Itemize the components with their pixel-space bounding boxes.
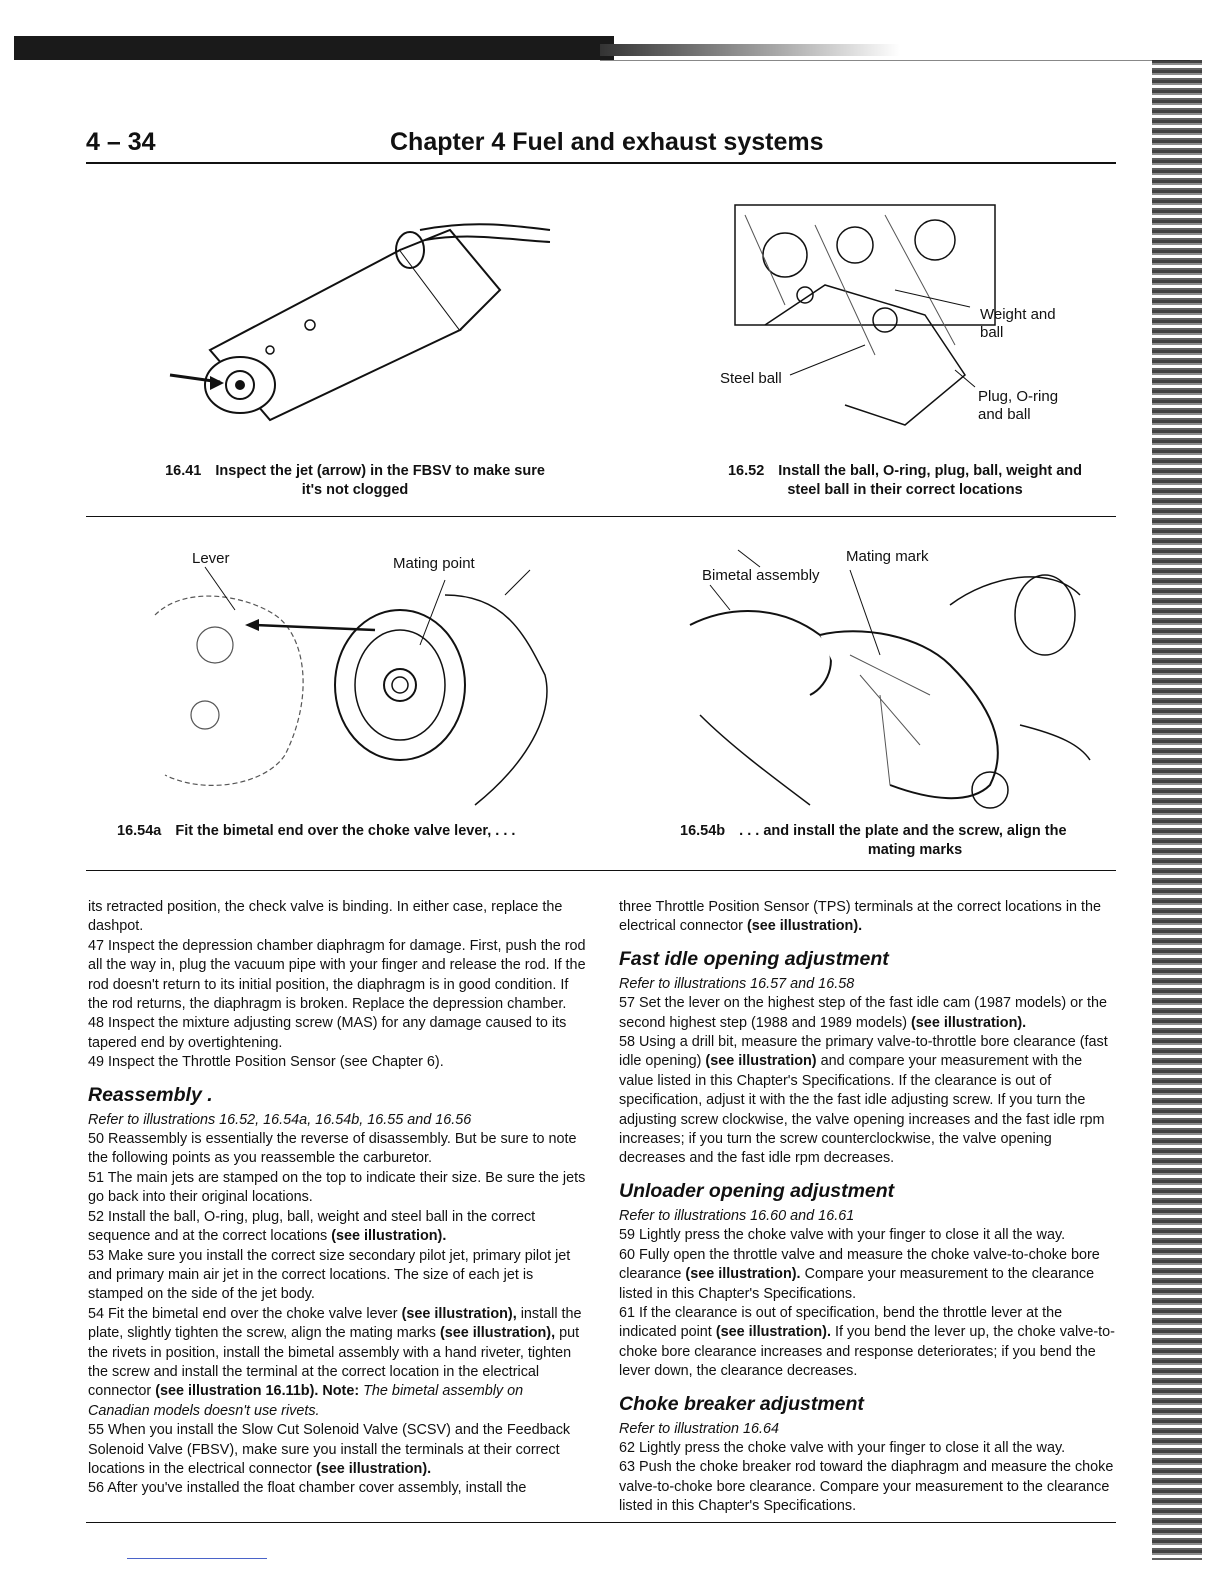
paragraph-47: 47 Inspect the depression chamber diaphragm for damage. First, push the rod all the way in, plug the vacuum pipe with your finger and release the rod. If the rod doesn't return to its initial position, the diaphragm is in good condition. If the rod returns, the diaphragm is broken. Replace the depression chamber.: [88, 937, 586, 1013]
figure-16-52-caption: [700, 462, 1110, 500]
right-text-column: [619, 898, 1119, 1517]
paragraph-61: 61 If the clearance is out of specification, bend the throttle lever at the indicated point (see illustration). If you bend the lever up, the choke valve-to-choke bore clearance increases and response deteriorates; if you bend the lever down, the clearance decreases.: [619, 1304, 1115, 1380]
caption-text: mating marks: [867, 842, 963, 858]
scan-artifact-bar: [14, 36, 614, 60]
page-edge-scan-noise: [1152, 60, 1202, 1560]
figure-row-divider: [86, 516, 1116, 517]
paragraph-53: 53 Make sure you install the correct size secondary pilot jet, primary pilot jet and primary main air jet in the correct locations. The size of each jet is stamped on the side of the jet body.: [88, 1247, 571, 1303]
footer-underline: [127, 1558, 267, 1559]
figure-number: 16.41: [165, 463, 202, 479]
figure-16-54a-illustration: [145, 555, 565, 810]
label-mating-mark: Mating mark: [846, 548, 929, 565]
label-plug-oring-ball: Plug, O-ring and ball: [978, 388, 1059, 423]
figure-16-54a-caption: [117, 822, 587, 841]
illustration-reference: Refer to illustrations 16.57 and 16.58: [619, 975, 855, 992]
chapter-title: Chapter 4 Fuel and exhaust systems: [390, 128, 824, 156]
text-section-divider: [86, 870, 1116, 871]
paragraph-58: 58 Using a drill bit, measure the primary valve-to-throttle bore clearance (fast idle opening) (see illustration) and compare your measurement with the value listed in this Chapter's Specifications. If the clearance is out of specification, adjust it with the the fast idle adjusting screw. If you turn the adjusting screw clockwise, the valve opening increases and the fast idle rpm increases; if you turn the screw counterclockwise, the valve opening decreases and the fast idle rpm decreases.: [619, 1034, 1108, 1167]
paragraph-57: 57 Set the lever on the highest step of the fast idle cam (1987 models) or the second highest step (1988 and 1989 models) (see illustration).: [619, 995, 1107, 1031]
illustration-reference: Refer to illustration 16.64: [619, 1420, 779, 1437]
caption-text: . . . and install the plate and the screw, align the: [739, 823, 1067, 839]
figure-16-41-illustration: [170, 210, 570, 420]
figure-16-54b-caption: [680, 822, 1110, 860]
illustration-reference: Refer to illustrations 16.60 and 16.61: [619, 1207, 855, 1224]
paragraph-56: 56 After you've installed the float chamber cover assembly, install the: [88, 1480, 527, 1497]
caption-text: steel ball in their correct locations: [787, 482, 1023, 498]
paragraph-51: 51 The main jets are stamped on the top to indicate their size. Be sure the jets go back into their original locations.: [88, 1169, 586, 1206]
paragraph-54: 54 Fit the bimetal end over the choke valve lever (see illustration), install the plate, slightly tighten the screw, align the mating marks (see illustration), put the rivets in position, install the bimetal assembly with a hand riveter, tighten the screw and install the terminal at the correct location in the electrical connector (see illustration 16.11b). Note: The bimetal assembly on Canadian models doesn't use rivets.: [88, 1305, 582, 1419]
paragraph-59: 59 Lightly press the choke valve with your finger to close it all the way.: [619, 1227, 1066, 1244]
page-number: 4 – 34: [86, 128, 156, 156]
paragraph-52: 52 Install the ball, O-ring, plug, ball, weight and steel ball in the correct sequence and at the correct locations (see illustration).: [88, 1208, 536, 1245]
caption-text: Inspect the jet (arrow) in the FBSV to make sure: [215, 463, 545, 479]
paragraph-62: 62 Lightly press the choke valve with your finger to close it all the way.: [619, 1439, 1066, 1456]
paragraph-48: 48 Inspect the mixture adjusting screw (MAS) for any damage caused to its tapered end by overtightening.: [88, 1015, 567, 1051]
header-rule: [86, 162, 1116, 164]
footer-rule: [86, 1522, 1116, 1523]
label-steel-ball: Steel ball: [720, 370, 782, 387]
figure-number: 16.52: [727, 463, 765, 479]
figure-number: 16.54b: [680, 823, 726, 839]
heading-fast-idle: Fast idle opening adjustment: [619, 947, 889, 970]
heading-reassembly: Reassembly .: [88, 1083, 213, 1106]
paragraph: three Throttle Position Sensor (TPS) terminals at the correct locations in the electrical connector (see illustration).: [619, 899, 1102, 935]
heading-choke-breaker: Choke breaker adjustment: [619, 1392, 864, 1415]
caption-text: Install the ball, O-ring, plug, ball, weight and: [778, 463, 1082, 479]
caption-text: Fit the bimetal end over the choke valve lever, . . .: [175, 823, 516, 839]
paragraph-49: 49 Inspect the Throttle Position Sensor (see Chapter 6).: [88, 1054, 444, 1071]
label-weight-and-ball: Weight and ball: [980, 306, 1056, 341]
figure-16-41-caption: [145, 462, 565, 500]
paragraph-55: 55 When you install the Slow Cut Solenoid Valve (SCSV) and the Feedback Solenoid Valve (FBSV), make sure you install the terminals at their correct locations in the electrical connector (see illustration).: [88, 1422, 571, 1477]
illustration-reference: Refer to illustrations 16.52, 16.54a, 16.54b, 16.55 and 16.56: [88, 1111, 472, 1128]
scan-artifact-line: [600, 60, 1190, 61]
figure-number: 16.54a: [117, 823, 162, 839]
paragraph-63: 63 Push the choke breaker rod toward the diaphragm and measure the choke valve-to-choke bore clearance. Compare your measurement to the clearance listed in this Chapter's Specifications.: [619, 1459, 1114, 1515]
left-text-column: [88, 898, 586, 1499]
label-mating-point: Mating point: [393, 555, 475, 572]
paragraph: its retracted position, the check valve is binding. In either case, replace the dashpot.: [88, 899, 563, 935]
paragraph-50: 50 Reassembly is essentially the reverse of disassembly. But be sure to note the following points as you reassemble the carburetor.: [88, 1131, 577, 1167]
caption-text: it's not clogged: [301, 482, 409, 498]
heading-unloader: Unloader opening adjustment: [619, 1179, 895, 1202]
paragraph-60: 60 Fully open the throttle valve and measure the choke valve-to-choke bore clearance (see illustration). Compare your measurement to the clearance listed in this Chapter's Specifications.: [619, 1246, 1100, 1302]
scan-artifact-fade: [600, 44, 900, 56]
label-bimetal-assembly: Bimetal assembly: [702, 567, 820, 584]
label-lever: Lever: [192, 550, 230, 567]
